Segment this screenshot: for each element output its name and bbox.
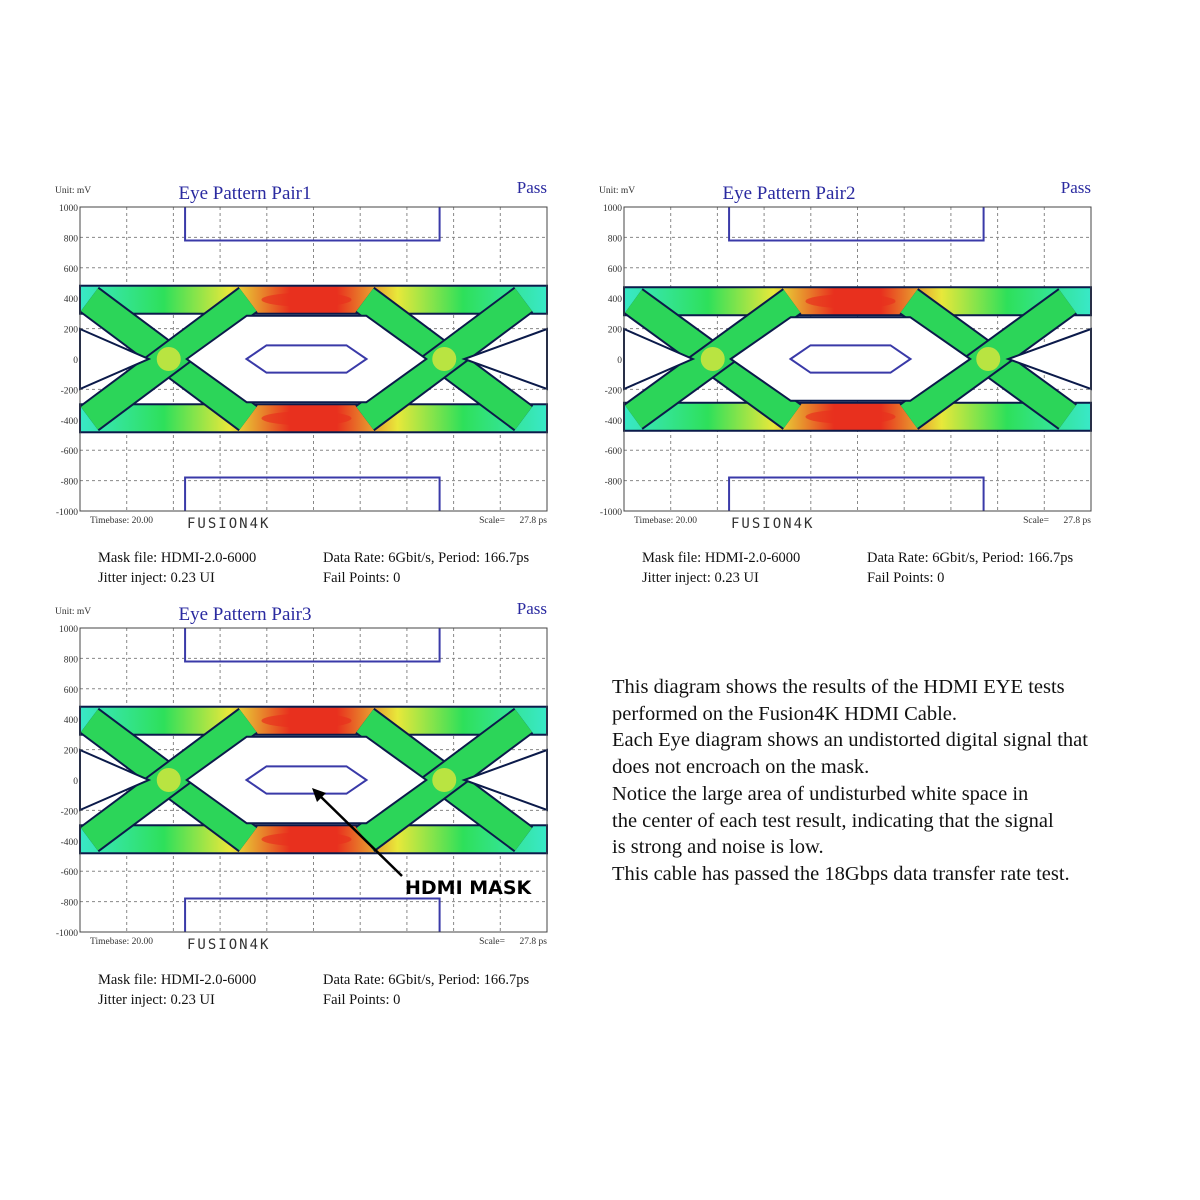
mask-file-text: Mask file: HDMI-2.0-6000 <box>98 550 257 566</box>
y-tick-label: 800 <box>607 234 622 245</box>
timebase-label: Timebase: 20.00 <box>634 516 697 526</box>
y-tick-label: -600 <box>604 447 622 458</box>
y-tick-label: 400 <box>63 716 78 727</box>
eye-hotspot-high <box>805 294 895 308</box>
y-tick-label: 600 <box>63 264 78 275</box>
chart-title: Eye Pattern Pair1 <box>178 183 312 204</box>
data-rate-text: Data Rate: 6Gbit/s, Period: 166.7ps <box>323 550 530 566</box>
y-tick-label: -800 <box>60 898 78 909</box>
y-tick-label: -600 <box>60 868 78 879</box>
description-line: Each Eye diagram shows an undistorted digital signal that <box>612 729 1088 752</box>
y-tick-label: -400 <box>60 416 78 427</box>
scale-value: 27.8 ps <box>519 937 547 947</box>
eye-diagram-chart <box>50 175 550 595</box>
eye-crossing <box>157 347 181 371</box>
y-tick-label: 800 <box>63 655 78 666</box>
description-line: is strong and noise is low. <box>612 836 824 859</box>
scale-label: Scale= <box>479 516 505 526</box>
timebase-label: Timebase: 20.00 <box>90 937 153 947</box>
jitter-inject-text: Jitter inject: 0.23 UI <box>98 992 215 1008</box>
y-tick-label: 600 <box>607 264 622 275</box>
eye-crossing <box>432 768 456 792</box>
eye-panel-pair1 <box>50 175 550 595</box>
eye-band <box>624 287 1091 431</box>
pass-status: Pass <box>516 599 547 618</box>
description-line: This cable has passed the 18Gbps data transfer rate test. <box>612 862 1070 885</box>
y-tick-label: 200 <box>607 325 622 336</box>
y-tick-label: 200 <box>63 325 78 336</box>
y-tick-label: 400 <box>607 295 622 306</box>
y-tick-label: -200 <box>60 807 78 818</box>
eye-crossing <box>976 347 1000 371</box>
description-line: performed on the Fusion4K HDMI Cable. <box>612 702 958 725</box>
eye-crossing <box>432 347 456 371</box>
description-line: This diagram shows the results of the HDMI EYE tests <box>612 676 1065 698</box>
y-tick-label: -400 <box>60 837 78 848</box>
hdmi-mask-label: HDMI MASK <box>405 877 532 899</box>
eye-band <box>80 707 547 854</box>
pass-status: Pass <box>1060 178 1091 197</box>
y-tick-label: 200 <box>63 746 78 757</box>
eye-hotspot-high <box>261 293 351 307</box>
y-tick-label: 1000 <box>59 204 78 214</box>
jitter-inject-text: Jitter inject: 0.23 UI <box>642 570 759 586</box>
eye-band <box>80 286 547 433</box>
fusion4k-watermark: FUSION4K <box>187 937 271 953</box>
eye-panel-pair3 <box>50 596 550 1016</box>
y-tick-label: -600 <box>60 447 78 458</box>
fail-points-text: Fail Points: 0 <box>323 992 401 1008</box>
eye-hotspot-low <box>261 411 351 425</box>
unit-label: Unit: mV <box>599 186 636 196</box>
y-tick-label: -1000 <box>55 508 78 518</box>
chart-title: Eye Pattern Pair3 <box>178 604 312 625</box>
y-tick-label: 1000 <box>603 204 622 214</box>
unit-label: Unit: mV <box>55 186 92 196</box>
y-tick-label: 400 <box>63 295 78 306</box>
eye-hotspot-high <box>261 714 351 728</box>
unit-label: Unit: mV <box>55 607 92 617</box>
jitter-inject-text: Jitter inject: 0.23 UI <box>98 570 215 586</box>
fusion4k-watermark: FUSION4K <box>187 516 271 532</box>
y-tick-label: -200 <box>604 386 622 397</box>
eye-crossing <box>157 768 181 792</box>
description-line: Notice the large area of undisturbed white space in <box>612 782 1029 805</box>
scale-label: Scale= <box>1023 516 1049 526</box>
data-rate-text: Data Rate: 6Gbit/s, Period: 166.7ps <box>867 550 1074 566</box>
timebase-label: Timebase: 20.00 <box>90 516 153 526</box>
description-paragraph <box>612 674 1172 888</box>
eye-hotspot-low <box>805 410 895 424</box>
y-tick-label: -1000 <box>599 508 622 518</box>
mask-file-text: Mask file: HDMI-2.0-6000 <box>98 972 257 988</box>
y-tick-label: -200 <box>60 386 78 397</box>
eye-panel-pair2 <box>594 175 1094 595</box>
mask-file-text: Mask file: HDMI-2.0-6000 <box>642 550 801 566</box>
scale-value: 27.8 ps <box>519 516 547 526</box>
eye-crossing <box>701 347 725 371</box>
fail-points-text: Fail Points: 0 <box>867 570 945 586</box>
y-tick-label: -800 <box>60 477 78 488</box>
data-rate-text: Data Rate: 6Gbit/s, Period: 166.7ps <box>323 972 530 988</box>
y-tick-label: 0 <box>617 356 622 366</box>
y-tick-label: 1000 <box>59 625 78 635</box>
description-line: the center of each test result, indicating that the signal <box>612 809 1054 832</box>
y-tick-label: 0 <box>73 777 78 787</box>
y-tick-label: 600 <box>63 685 78 696</box>
pass-status: Pass <box>516 178 547 197</box>
scale-value: 27.8 ps <box>1063 516 1091 526</box>
description-line: does not encroach on the mask. <box>612 756 870 779</box>
y-tick-label: 800 <box>63 234 78 245</box>
y-tick-label: -800 <box>604 477 622 488</box>
eye-diagram-chart <box>50 596 550 1016</box>
y-tick-label: -1000 <box>55 929 78 939</box>
y-tick-label: -400 <box>604 416 622 427</box>
eye-hotspot-low <box>261 832 351 846</box>
scale-label: Scale= <box>479 937 505 947</box>
fail-points-text: Fail Points: 0 <box>323 570 401 586</box>
chart-title: Eye Pattern Pair2 <box>722 183 856 204</box>
y-tick-label: 0 <box>73 356 78 366</box>
eye-diagram-chart <box>594 175 1094 595</box>
fusion4k-watermark: FUSION4K <box>731 516 815 532</box>
